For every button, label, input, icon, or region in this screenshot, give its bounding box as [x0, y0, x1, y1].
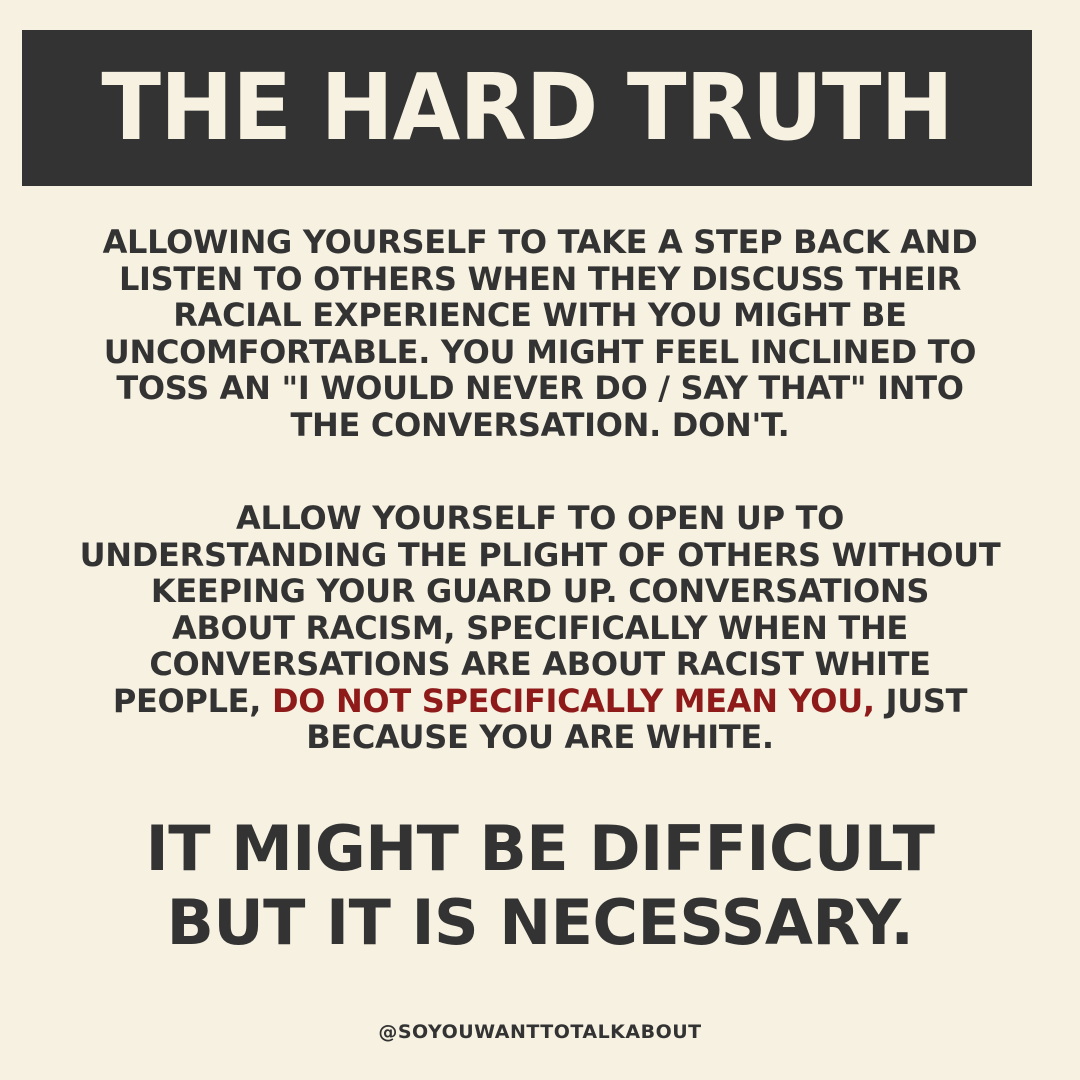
paragraph-2-line: ABOUT RACISM, SPECIFICALLY WHEN THE [171, 608, 908, 647]
paragraph-1-line: ALLOWING YOURSELF TO TAKE A STEP BACK AND [102, 223, 978, 261]
paragraph-1-line: TOSS AN "I WOULD NEVER DO / SAY THAT" INTO [116, 369, 964, 407]
closing-line-1: IT MIGHT BE DIFFICULT [145, 812, 935, 885]
title-banner [22, 30, 1032, 186]
closing-line-2: BUT IT IS NECESSARY. [166, 886, 914, 959]
paragraph-2-line: CONVERSATIONS ARE ABOUT RACIST WHITE [149, 645, 931, 683]
highlighted-phrase: DO NOT SPECIFICALLY MEAN YOU, [271, 681, 875, 720]
paragraph-2-line: UNDERSTANDING THE PLIGHT OF OTHERS WITHOUT [79, 535, 1001, 574]
paragraph-2-line: ALLOW YOURSELF TO OPEN UP TO [235, 499, 845, 537]
paragraph-1-line: LISTEN TO OTHERS WHEN THEY DISCUSS THEIR [118, 259, 962, 298]
line-6-prefix: PEOPLE, [112, 681, 272, 720]
paragraph-2-line: BECAUSE YOU ARE WHITE. [306, 718, 774, 756]
paragraph-1-line: UNCOMFORTABLE. YOU MIGHT FEEL INCLINED TO [103, 332, 977, 371]
paragraph-1 [20, 224, 1060, 443]
paragraph-2-line-highlighted [20, 683, 1060, 720]
paragraph-2-line: KEEPING YOUR GUARD UP. CONVERSATIONS [150, 572, 930, 610]
paragraph-1-line: THE CONVERSATION. DON'T. [290, 405, 790, 444]
social-handle: @SOYOUWANTTOTALKABOUT [378, 1021, 702, 1043]
paragraph-1-line: RACIAL EXPERIENCE WITH YOU MIGHT BE [173, 296, 907, 334]
line-6-suffix: JUST [874, 681, 968, 720]
closing-statement [20, 812, 1060, 960]
page-title: THE HARD TRUTH [101, 54, 953, 161]
paragraph-2 [20, 500, 1060, 756]
